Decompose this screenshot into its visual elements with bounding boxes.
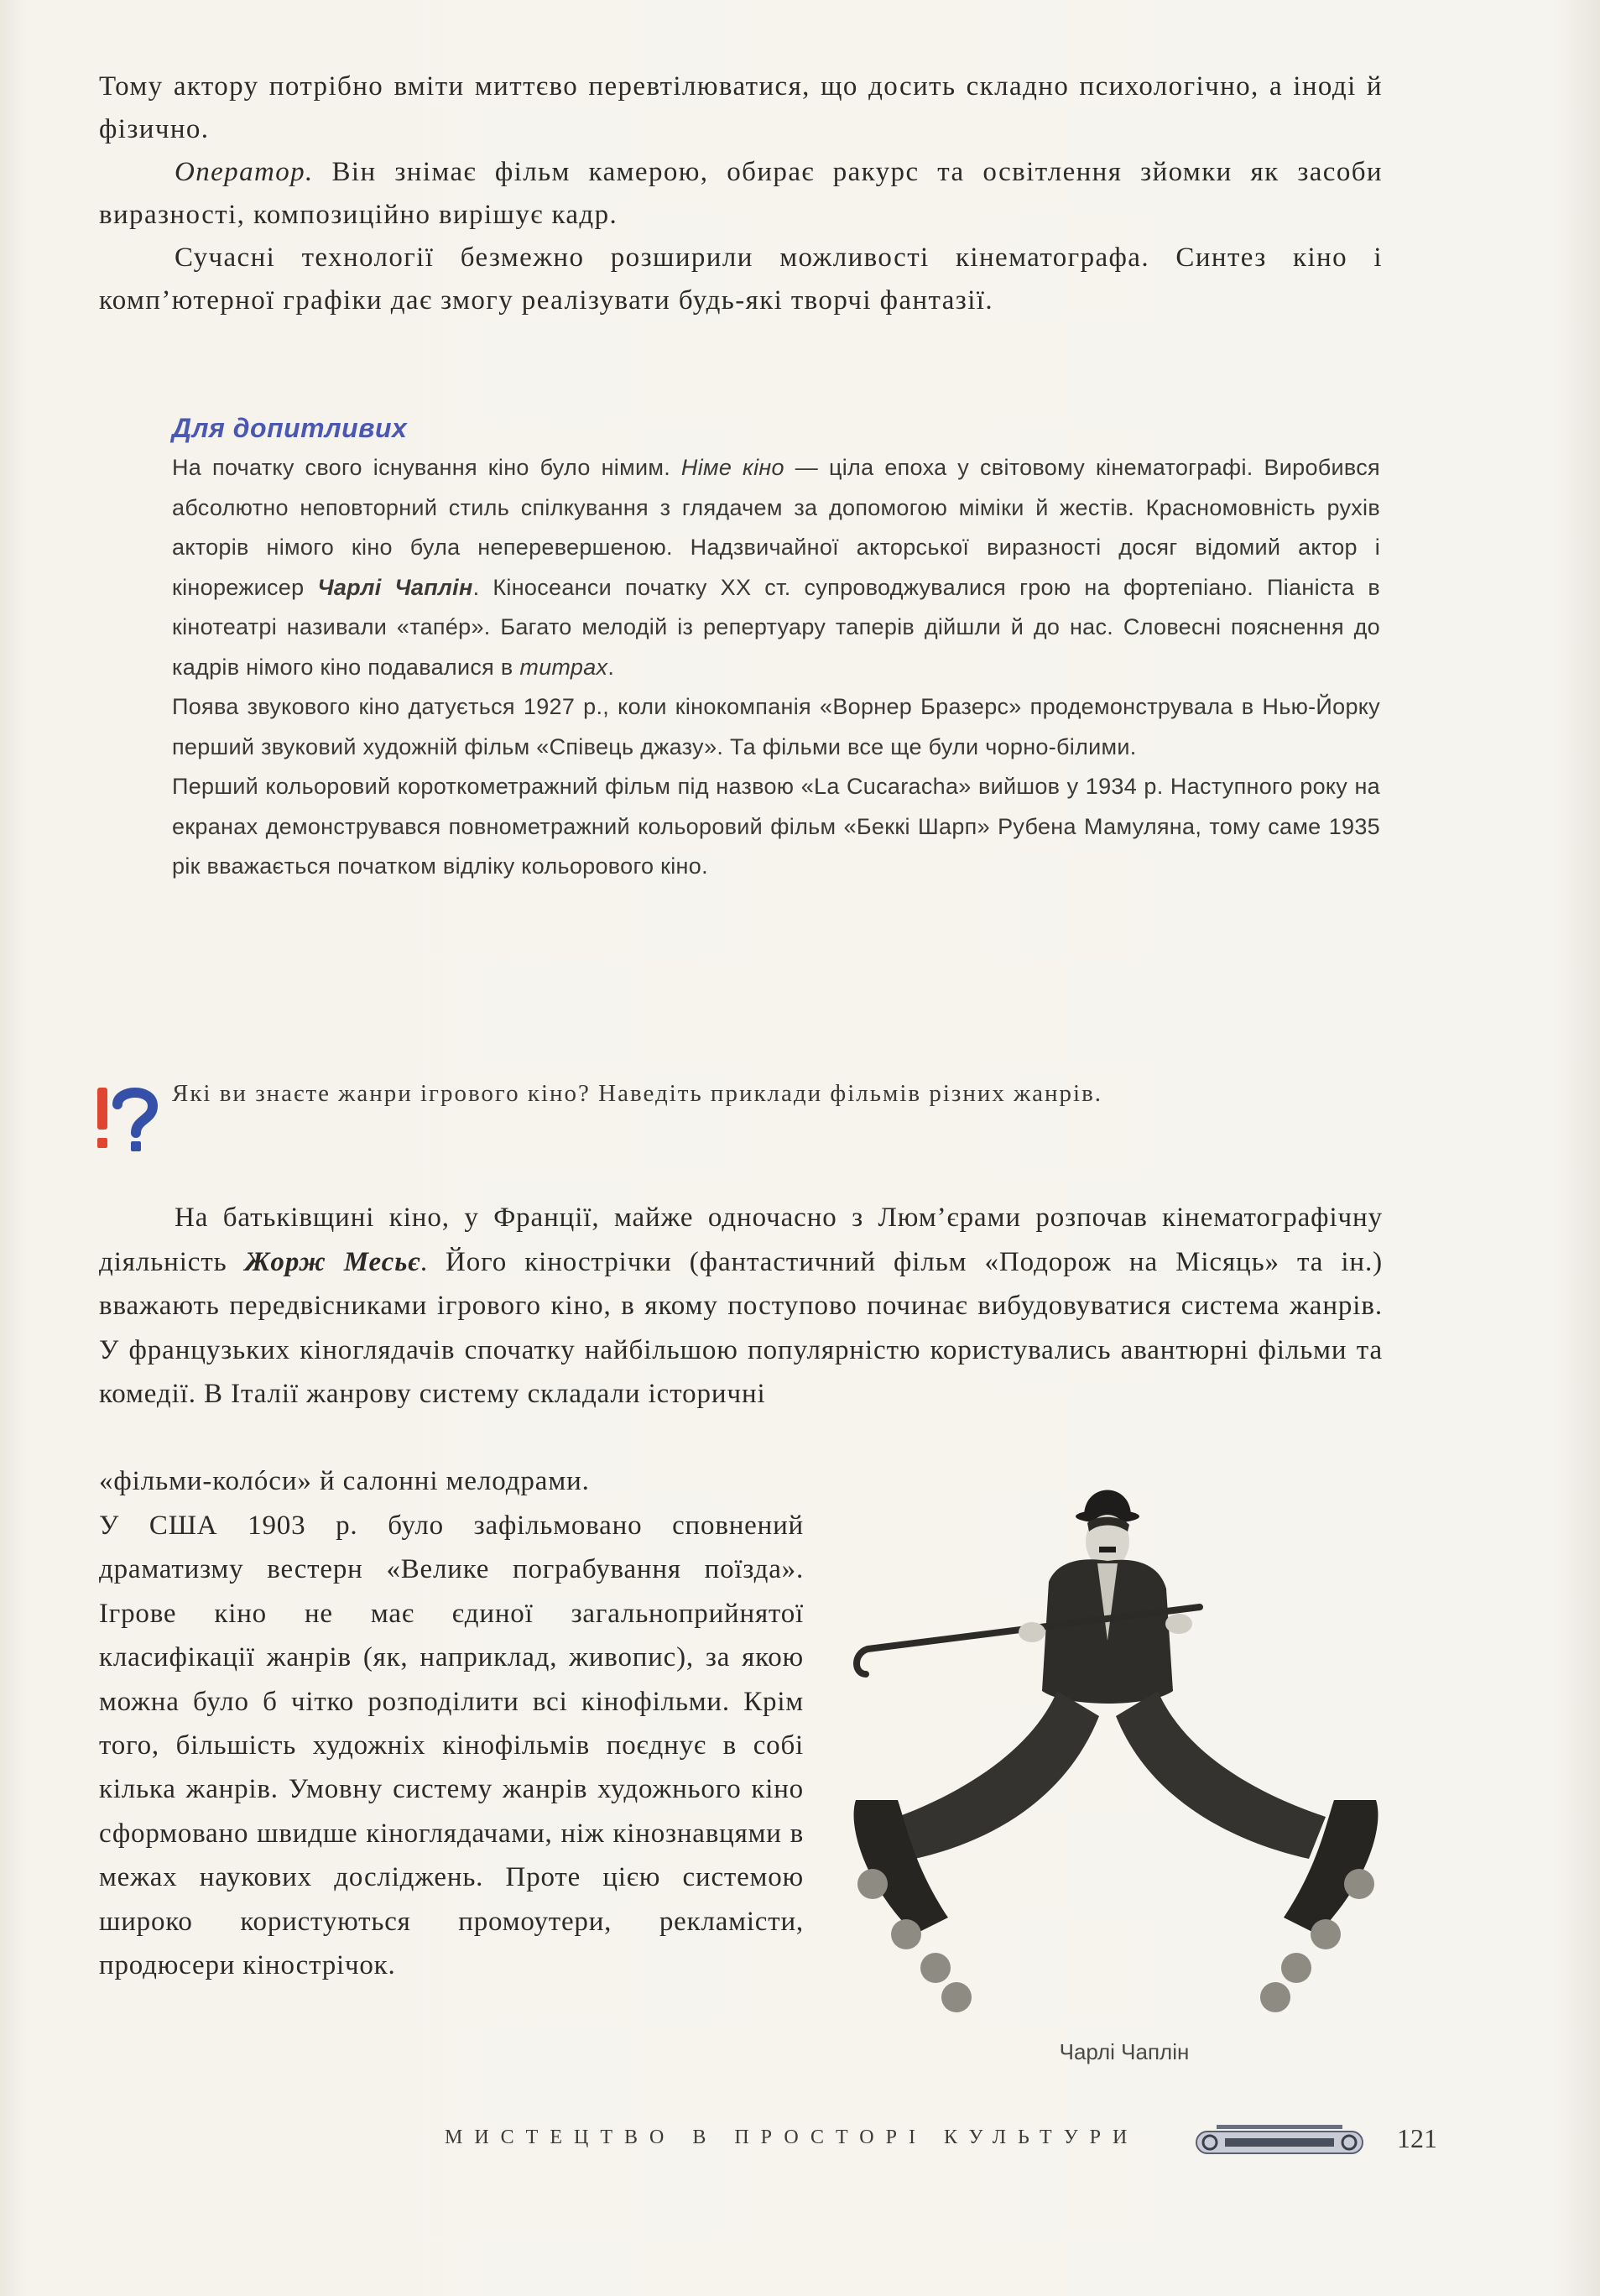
sidebar-paragraph-color-film: Перший кольоровий короткометражний фільм під назвою «La Cucaracha» вийшов у 1934 р. Наступного року на екранах демонструвався повнометражний кольоровий фільм «Беккі Шарп» Рубена Мамуляна, тому саме 1935 рік вважається початком відліку кольорового кіно. (172, 774, 1380, 879)
sidebar-text-d: . (607, 654, 615, 680)
paragraph-actor (99, 65, 1383, 151)
paragraph-operator (99, 151, 1383, 237)
photo-caption: Чарлі Чаплін (1059, 2039, 1190, 2064)
sidebar-title: Для допитливих (172, 413, 408, 443)
question-text: Які ви знаєте жанри ігрового кіно? Наведіть приклади фільмів різних жанрів. (172, 1080, 1103, 1107)
name-charlie-chaplin: Чарлі Чаплін (317, 574, 473, 600)
paragraph-melies-text-b: . Його кінострічки (фантастичний фільм «Подорож на Місяць» та ін.) вважають передвісниками ігрового кіно, в якому поступово починає вибудовуватися система жанрів. У французьких кіноглядачів спочатку найбільшою популярністю користувались авантюрні фільми та комедії. В Італії жанрову систему складали історичні (99, 1246, 1383, 1409)
sidebar-curious (172, 411, 1380, 887)
sidebar-text-c: . Кіносеанси початку XX ст. супроводжувалися грою на фортепіано. Піаніста в кінотеатрі називали «тапéр». Багато мелодій із репертуару таперів дійшли й до нас. Словесні пояснення до кадрів німого кіно подавалися в (172, 574, 1380, 680)
name-georges-melies: Жорж Месьє (244, 1246, 420, 1277)
paragraph-usa-genres: У США 1903 р. було зафільмовано сповнений драматизму вестерн «Велике пограбування поїзда». Ігрове кіно не має єдиної загальноприйнятої класифікації жанрів (як, наприклад, живопис), за якою можна було б чітко розподілити всі кінофільми. Крім того, більшість художніх кінофільмів поєднує в собі кілька жанрів. Умовну систему жанрів художнього кіно сформовано швидше кіноглядачами, ніж кінознавцями в межах наукових досліджень. Проте цією системою широко користуються промоутери, рекламісти, продюсери кінострічок. (99, 1511, 804, 1981)
page-number: 121 (1397, 2123, 1437, 2153)
paragraph-technology-text: Сучасні технології безмежно розширили можливості кінематографа. Синтез кіно і комп’ютерної графіки дає змогу реалізувати будь-які творчі фантазії. (99, 243, 1383, 316)
running-title: МИСТЕЦТВО В ПРОСТОРІ КУЛЬТУРИ (445, 2126, 1139, 2148)
paragraph-operator-text: Він знімає фільм камерою, обирає ракурс та освітлення зйомки як засоби виразності, композиційно вирішує кадр. (99, 157, 1383, 230)
term-titles: титрах (519, 654, 608, 680)
charlie-chaplin-photo (847, 1464, 1384, 2035)
sidebar-text-b: — ціла епоха у світовому кінематографі. Виробився абсолютно неповторний стиль спілкування з глядачем за допомогою міміки й жестів. Красномовність рухів акторів німого кіно була неперевершеною. Надзвичайної акторської виразності досяг відомий актор і кінорежисер (172, 455, 1380, 600)
paragraph-melies (99, 1196, 1383, 1417)
sidebar-paragraph-silent-film (172, 448, 1380, 687)
exclamation-question-icon (92, 1083, 159, 1158)
paragraph-technology (99, 237, 1383, 322)
footer-ornament-icon (1191, 2121, 1368, 2158)
term-operator: Оператор. (175, 157, 314, 187)
sidebar-text-a: На початку свого існування кіно було німим. (172, 455, 681, 480)
paragraph-melies-end (99, 1460, 821, 1503)
paragraph-melies-text-c: «фільми-колóси» й салонні мелодрами. (99, 1466, 590, 1496)
paragraph-melies-text-a: На батьківщині кіно, у Франції, майже одночасно з Люм’єрами розпочав кінематографічну діяльність (99, 1203, 1383, 1277)
sidebar-paragraph-sound-film: Поява звукового кіно датується 1927 р., коли кінокомпанія «Ворнер Бразерс» продемонструвала в Нью-Йорку перший звуковий художній фільм «Співець джазу». Та фільми все ще були чорно-білими. (172, 694, 1380, 759)
term-silent-film: Німе кіно (680, 455, 784, 480)
paragraph-actor-text: Тому актору потрібно вміти миттєво перевтілюватися, що досить складно психологічно, а іноді й фізично. (99, 71, 1383, 144)
